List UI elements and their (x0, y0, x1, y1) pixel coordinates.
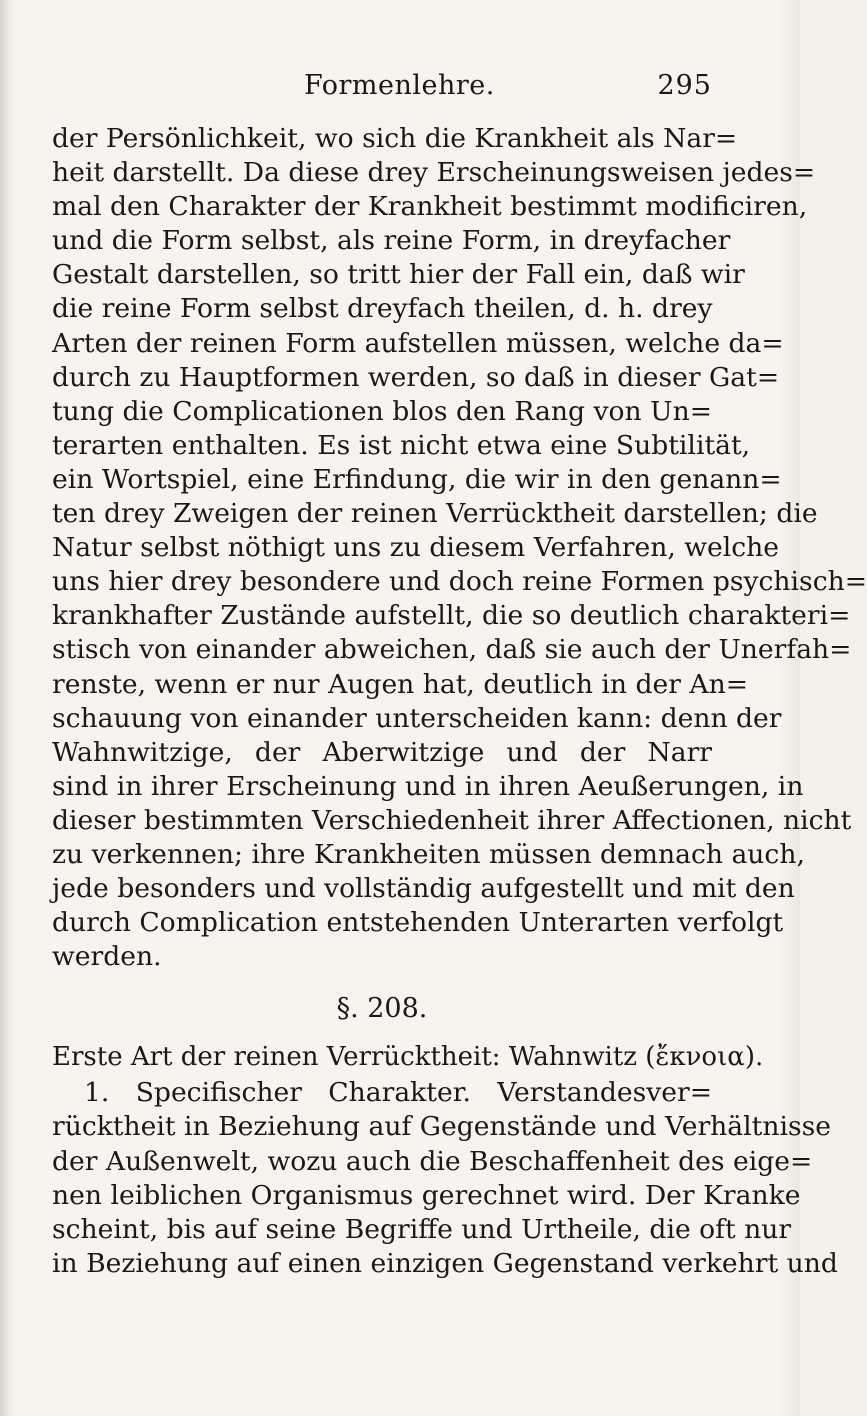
text-line: schauung von einander unterscheiden kann: denn der (52, 702, 782, 734)
body-text (52, 122, 867, 1281)
text-line: und die Form selbst, als reine Form, in dreyfacher (52, 225, 731, 257)
text-line: nen leiblichen Organismus gerechnet wird. Der Kranke (52, 1179, 801, 1211)
section-number: §. 208. (336, 993, 428, 1025)
text-line: uns hier drey besondere und doch reine Formen psychisch= (52, 566, 867, 598)
text-line: rücktheit in Beziehung auf Gegenstände und Verhältnisse (52, 1111, 831, 1143)
page-header (52, 70, 712, 110)
page-gutter-shadow (0, 0, 10, 1416)
running-title: Formenlehre. (304, 70, 495, 101)
text-line: krankhafter Zustände aufstellt, die so deutlich charakteri= (52, 600, 851, 632)
text-line: mal den Charakter der Krankheit bestimmt modificiren, (52, 191, 808, 223)
text-line: die reine Form selbst dreyfach theilen, d. h. drey (52, 293, 713, 325)
text-line: renste, wenn er nur Augen hat, deutlich in der An= (52, 668, 749, 700)
paragraph-1 (52, 122, 867, 974)
text-line: 1. Specifischer Charakter. Verstandesver= (84, 1077, 712, 1109)
text-line: ten drey Zweigen der reinen Verrücktheit darstellen; die (52, 498, 818, 530)
text-line: heit darstellt. Da diese drey Erscheinungsweisen jedes= (52, 157, 816, 189)
text-line: durch Complication entstehenden Unterarten verfolgt (52, 907, 784, 939)
text-line: durch zu Hauptformen werden, so daß in dieser Gat= (52, 361, 780, 393)
text-line: jede besonders und vollständig aufgestellt und mit den (52, 873, 795, 905)
text-line: terarten enthalten. Es ist nicht etwa eine Subtilität, (52, 429, 751, 461)
section-title: Erste Art der reinen Verrücktheit: Wahnwitz (ἔκνοια). (52, 1042, 764, 1073)
page-number: 295 (657, 70, 712, 101)
paragraph-2 (52, 1076, 838, 1281)
text-line: ein Wortspiel, eine Erfindung, die wir in den genann= (52, 463, 782, 495)
text-line: Gestalt darstellen, so tritt hier der Fall ein, daß wir (52, 259, 745, 291)
text-line: sind in ihrer Erscheinung und in ihren Aeußerungen, in (52, 770, 804, 802)
text-line: der Persönlichkeit, wo sich die Krankheit als Nar= (52, 123, 738, 154)
text-line: scheint, bis auf seine Begriffe und Urtheile, die oft nur (52, 1213, 792, 1245)
text-line: dieser bestimmten Verschiedenheit ihrer Affectionen, nicht (52, 804, 852, 836)
text-line: werden. (52, 941, 162, 973)
text-line: Arten der reinen Form aufstellen müssen, welche da= (52, 327, 784, 359)
text-line: der Außenwelt, wozu auch die Beschaffenheit des eige= (52, 1145, 813, 1177)
text-line: stisch von einander abweichen, daß sie auch der Unerfah= (52, 634, 852, 666)
text-line: Wahnwitzige, der Aberwitzige und der Narr (52, 736, 712, 768)
text-line: Natur selbst nöthigt uns zu diesem Verfahren, welche (52, 532, 779, 564)
text-line: in Beziehung auf einen einzigen Gegenstand verkehrt und (52, 1247, 838, 1279)
text-line: zu verkennen; ihre Krankheiten müssen demnach auch, (52, 838, 805, 870)
text-line: tung die Complicationen blos den Rang von Un= (52, 395, 712, 427)
